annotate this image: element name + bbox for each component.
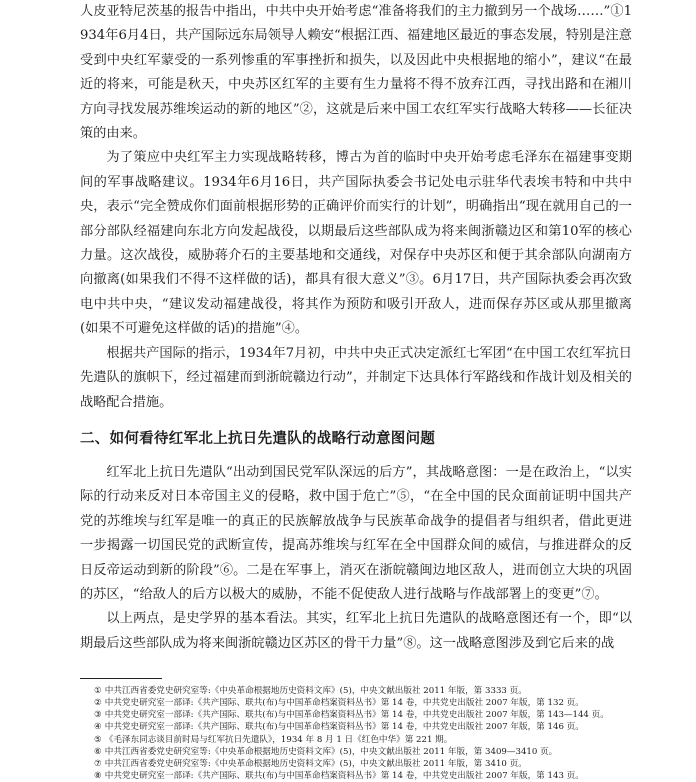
footnote-text: 中共江西省委党史研究室等:《中央革命根据地历史资料文库》(5)，中央文献出版社 2011 年版，第 3333 页。 [104,686,527,697]
footnote-number: ⑦ [94,758,102,769]
section-heading: 二、如何看待红军北上抗日先遣队的战略行动意图问题 [80,430,436,447]
footnotes [80,685,632,782]
footnote [80,709,632,721]
footnote [80,758,632,770]
footnote-text: 中共党史研究室一部译:《共产国际、联共(布)与中国革命档案资料丛书》第 14 卷，中共党史出版社 2007 年版，第 143—144 页。 [104,710,609,721]
footnote-text: 《毛泽东同志谈目前时局与红军抗日先遣队》，1934 年 8 月 1 日《红色中华》第 221 期。 [104,734,453,745]
footnote-number: ③ [94,710,102,721]
document-page [80,0,632,782]
footnote-text: 中共党史研究室一部译:《共产国际、联共(布)与中国革命档案资料丛书》第 14 卷，中共党史出版社 2007 年版，第 143 页。 [104,770,584,781]
footnote-number: ⑤ [94,734,102,745]
footnote-number: ② [94,698,102,709]
body-paragraph-4: 红军北上抗日先遣队“出动到国民党军队深远的后方”，其战略意图：一是在政治上，“以实际的行动来反对日本帝国主义的侵略，救中国于危亡”⑤，“在全中国的民众面前证明中国共产党的苏维埃与红军是唯一的真正的民族解放战争与民族革命战争的提倡者与组织者，借此更进一步揭露一切国民党的武断宣传，提高苏维埃与红军在全中国群众间的威信，与推进群众的反日反帝运动到新的阶段”⑥。二是在军事上，消灭在浙皖赣闽边地区敌人，进而创立大块的巩固的苏区，“给敌人的后方以极大的威胁，不能不促使敌人进行战略与作战部署上的变更”⑦。 [80,464,632,602]
body-paragraph-2: 为了策应中央红军主力实现战略转移，博古为首的临时中央开始考虑毛泽东在福建事变期间的军事战略建议。1934年6月16日，共产国际执委会书记处电示驻华代表埃韦特和中共中央，表示“完全赞成你们面前根据形势的正确评价而实行的计划”，明确指出“现在就用自己的一部分部队经福建向东北方向发起战役，以期最后这些部队成为将来闽浙赣边区和第10军的核心力量。这次战役，威胁蒋介石的主要基地和交通线，对保存中央苏区和便于其余部队向湖南方向撤离(如果我们不得不这样做的话)，都具有很大意义”③。6月17日，共产国际执委会再次致电中共中央，“建议发动福建战役，将其作为预防和吸引开敌人，进而保存苏区或从那里撤离(如果不可避免这样做的话)的措施”④。 [80,150,632,337]
footnote-number: ④ [94,722,102,733]
footnote-number: ⑥ [94,746,102,757]
footnote-number: ⑧ [94,770,102,781]
footnote-text: 中共党史研究室一部译:《共产国际、联共(布)与中国革命档案资料丛书》第 14 卷，中共党史出版社 2007 年版，第 132 页。 [104,698,584,709]
footnote-divider [80,678,162,679]
body-paragraph-5: 以上两点，是史学界的基本看法。其实，红军北上抗日先遣队的战略意图还有一个，即“以期最后这些部队成为将来闽浙皖赣边区苏区的骨干力量”⑧。这一战略意图涉及到它后来的战 [80,611,632,651]
footnote-text: 中共党史研究室一部译:《共产国际、联共(布)与中国革命档案资料丛书》第 14 卷，中共党史出版社 2007 年版，第 146 页。 [104,722,584,733]
footnote [80,685,632,697]
footnote-text: 中共江西省委党史研究室等:《中央革命根据地历史资料文库》(5)，中央文献出版社 2011 年版，第 3409—3410 页。 [104,746,558,757]
footnote-number: ① [94,686,102,697]
footnote-text: 中共江西省委党史研究室等:《中央革命根据地历史资料文库》(5)，中央文献出版社 2011 年版，第 3410 页。 [104,758,527,769]
footnote [80,697,632,709]
footnote [80,734,632,746]
footnote [80,770,632,782]
body-paragraph-3: 根据共产国际的指示，1934年7月初，中共中央正式决定派红七军团“在中国工农红军抗日先遣队的旗帜下，经过福建而到浙皖赣边行动”，并制定下达具体行军路线和作战计划及相关的战略配合措施。 [80,345,632,410]
footnote [80,721,632,733]
body-paragraph-1: 人皮亚特尼茨基的报告中指出，中共中央开始考虑“准备将我们的主力撤到另一个战场……”①1934年6月4日，共产国际远东局领导人赖安“根据江西、福建地区最近的事态发展，特别是注意受到中央红军蒙受的一系列惨重的军事挫折和损失，以及因此中央根据地的缩小”，建议“在最近的将来，可能是秋天，中央苏区红军的主要有生力量将不得不放弃江西，寻找出路和在湘川方向寻找发展苏维埃运动的新的地区”②，这就是后来中国工农红军实行战略大转移——长征决策的由来。 [80,4,632,142]
footnote [80,746,632,758]
